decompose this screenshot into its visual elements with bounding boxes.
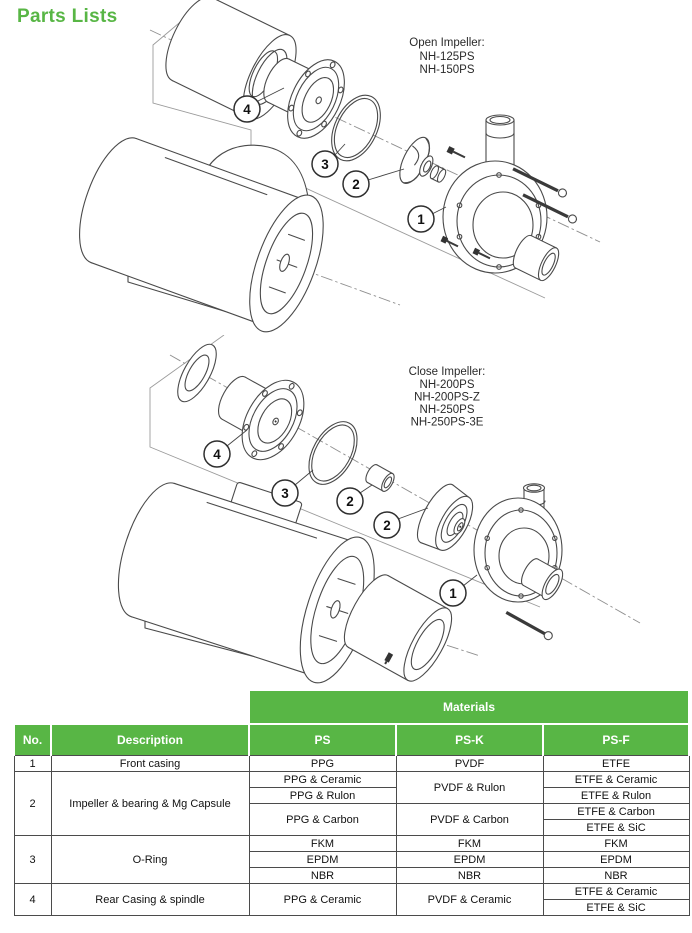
washer-ring-drawing	[170, 339, 224, 408]
open-impeller-diagram	[0, 0, 692, 335]
svg-text:2: 2	[352, 177, 360, 192]
col-header-psk: PS-K	[396, 724, 543, 756]
spindle-bushing-drawing	[363, 463, 396, 494]
cell-psf: FKM	[543, 836, 689, 852]
cell-psf: ETFE & Rulon	[543, 788, 689, 804]
materials-table	[13, 689, 690, 916]
cell-psf: ETFE & SiC	[543, 900, 689, 916]
cell-psk: PVDF & Ceramic	[396, 884, 543, 916]
page-title: Parts Lists	[17, 6, 118, 27]
cell-psk: EPDM	[396, 852, 543, 868]
svg-text:1: 1	[417, 212, 425, 227]
cell-no: 3	[14, 836, 51, 884]
diagram-caption-close	[409, 366, 486, 429]
close-impeller-diagram	[0, 335, 692, 687]
svg-text:Open Impeller:: Open Impeller:	[409, 37, 485, 49]
cell-ps: PPG & Carbon	[249, 804, 396, 836]
svg-text:1: 1	[449, 586, 457, 601]
cell-desc: Front casing	[51, 756, 249, 772]
svg-text:4: 4	[213, 447, 221, 462]
svg-text:4: 4	[243, 102, 251, 117]
cell-psf: ETFE & Ceramic	[543, 772, 689, 788]
cell-psf: NBR	[543, 868, 689, 884]
svg-text:NH-200PS: NH-200PS	[419, 379, 475, 391]
cell-ps: EPDM	[249, 852, 396, 868]
column-header-row	[14, 724, 689, 756]
svg-text:3: 3	[281, 486, 289, 501]
col-header-description: Description	[51, 724, 249, 756]
table-row	[14, 884, 689, 900]
callout-1	[440, 575, 477, 606]
cell-psk: FKM	[396, 836, 543, 852]
cell-no: 4	[14, 884, 51, 916]
svg-text:NH-250PS: NH-250PS	[419, 404, 475, 416]
col-header-ps: PS	[249, 724, 396, 756]
svg-text:2: 2	[383, 518, 391, 533]
materials-header-row	[14, 690, 689, 724]
bolts-drawing	[504, 609, 553, 641]
cell-psf: ETFE & SiC	[543, 820, 689, 836]
cell-ps: NBR	[249, 868, 396, 884]
callout-1	[408, 206, 446, 232]
open-impeller-drawing	[394, 133, 442, 191]
front-casing-drawing	[443, 115, 563, 283]
cell-ps: PPG	[249, 756, 396, 772]
cell-psk: PVDF & Carbon	[396, 804, 543, 836]
cell-psk: PVDF & Rulon	[396, 772, 543, 804]
cell-psk: PVDF	[396, 756, 543, 772]
col-header-psf: PS-F	[543, 724, 689, 756]
table-row	[14, 836, 689, 852]
svg-text:NH-200PS-Z: NH-200PS-Z	[414, 391, 480, 404]
cell-desc: O-Ring	[51, 836, 249, 884]
callout-3	[312, 144, 345, 177]
cell-ps: PPG & Ceramic	[249, 772, 396, 788]
cell-ps: PPG & Ceramic	[249, 884, 396, 916]
cell-desc: Impeller & bearing & Mg Capsule	[51, 772, 249, 836]
callout-2	[343, 169, 404, 197]
cell-ps: FKM	[249, 836, 396, 852]
cell-psf: ETFE	[543, 756, 689, 772]
svg-text:NH-250PS-3E: NH-250PS-3E	[410, 416, 484, 429]
blank-cell	[14, 690, 249, 724]
diagram-caption-open	[409, 37, 484, 76]
svg-text:3: 3	[321, 157, 329, 172]
cell-no: 2	[14, 772, 51, 836]
cell-psf: EPDM	[543, 852, 689, 868]
svg-text:Close Impeller:: Close Impeller:	[408, 366, 486, 378]
cell-psf: ETFE & Carbon	[543, 804, 689, 820]
svg-text:2: 2	[346, 494, 354, 509]
materials-header: Materials	[249, 690, 689, 724]
motor-drawing	[64, 124, 339, 335]
cell-no: 1	[14, 756, 51, 772]
cell-psf: ETFE & Ceramic	[543, 884, 689, 900]
callout-2-bushing	[337, 485, 372, 514]
callout-4	[204, 430, 247, 467]
callout-3	[272, 470, 313, 506]
cell-desc: Rear Casing & spindle	[51, 884, 249, 916]
svg-text:NH-150PS: NH-150PS	[419, 64, 475, 76]
table-row	[14, 772, 689, 788]
cell-psk: NBR	[396, 868, 543, 884]
front-casing-drawing	[474, 484, 567, 603]
close-impeller-drawing	[410, 479, 481, 559]
cell-ps: PPG & Rulon	[249, 788, 396, 804]
o-ring-drawing	[299, 414, 367, 493]
table-row	[14, 756, 689, 772]
svg-text:NH-125PS: NH-125PS	[419, 51, 475, 63]
col-header-no: No.	[14, 724, 51, 756]
